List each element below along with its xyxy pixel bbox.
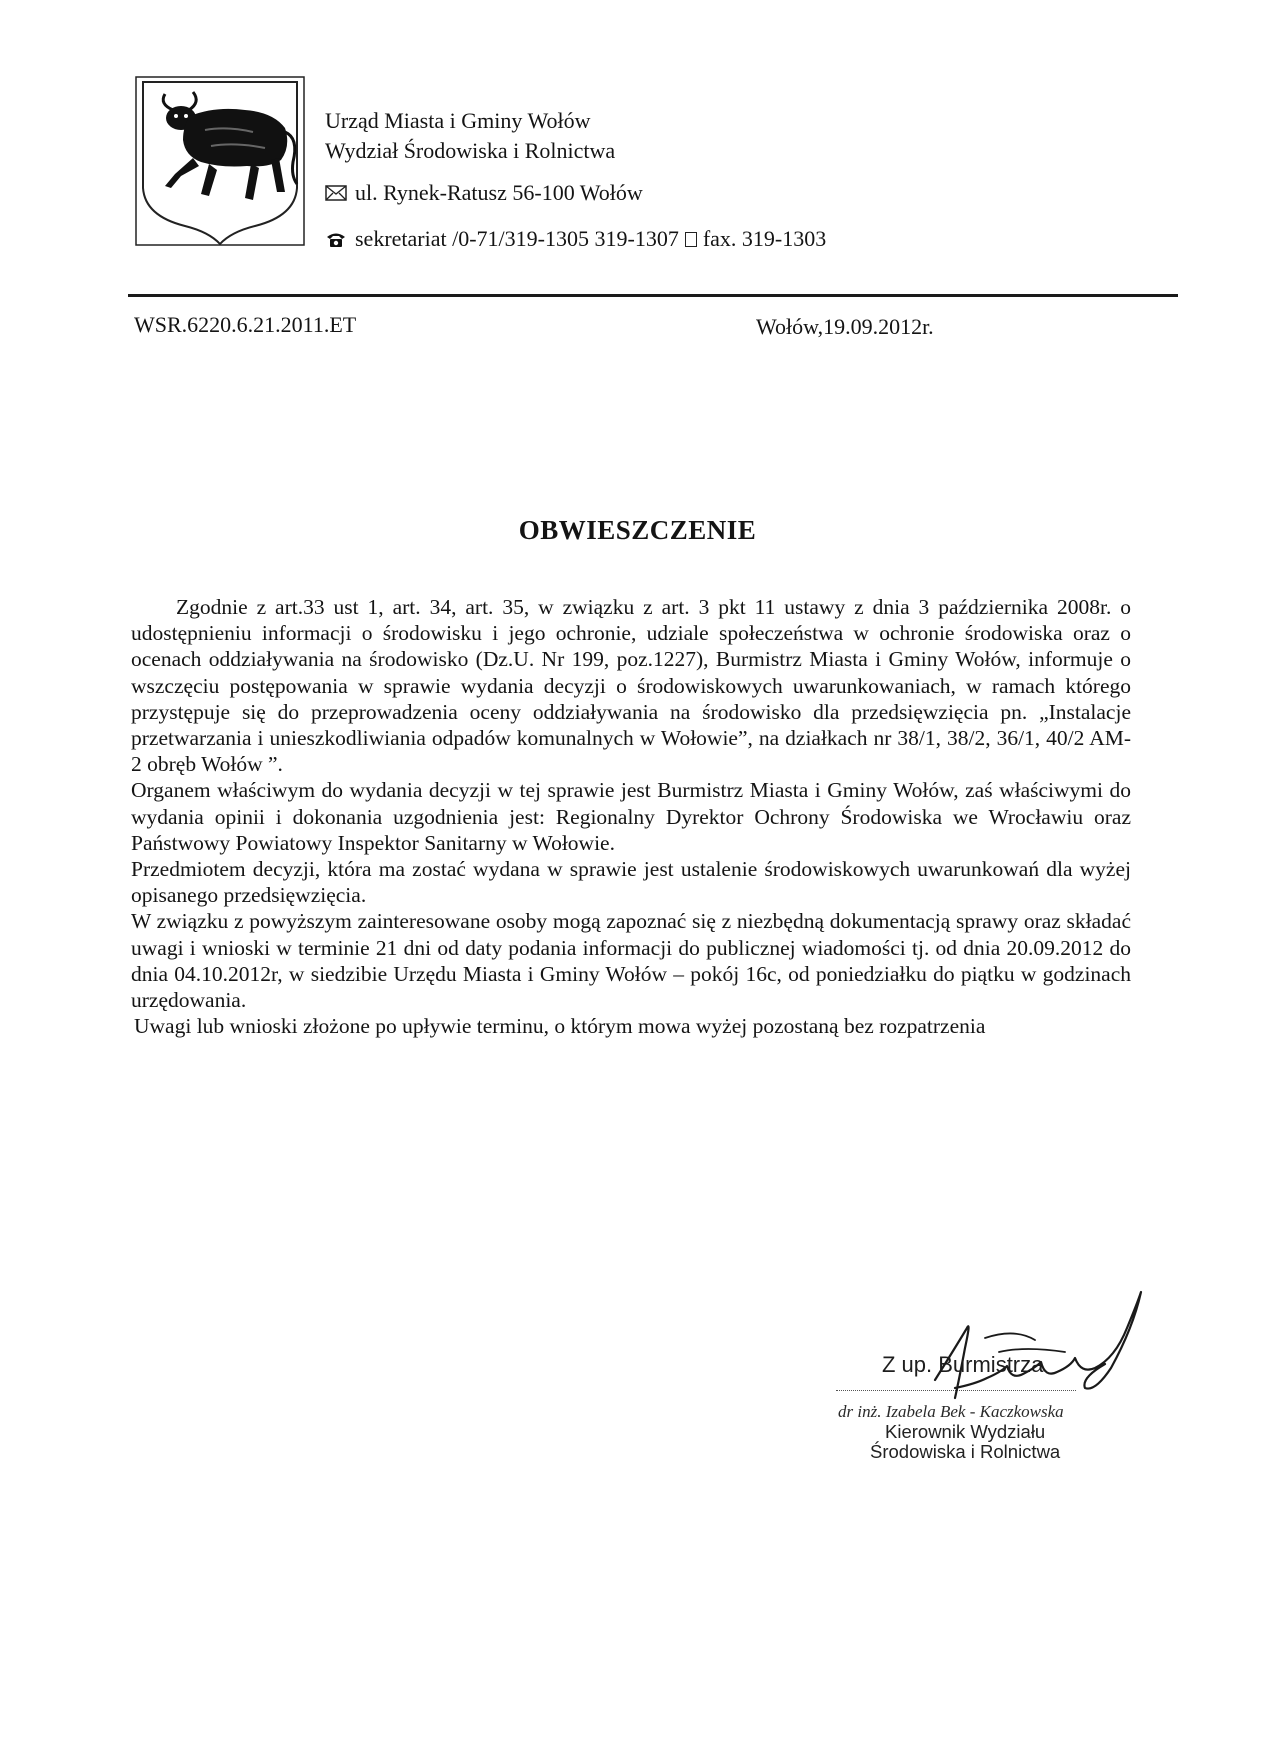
header-divider (128, 294, 1178, 297)
paragraph: W związku z powyższym zainteresowane osoby mogą zapoznać się z niezbędną dokumentacją sprawy oraz składać uwagi i wnioski w terminie 21 dni od daty podania informacji do publicznej wiadomości tj. od dnia 20.09.2012 do dnia 04.10.2012r, w siedzibie Urzędu Miasta i Gminy Wołów – pokój 16c, od poniedziałku do piątku w godzinach urzędowania. (131, 909, 1131, 1013)
paragraph: Uwagi lub wnioski złożone po upływie terminu, o którym mowa wyżej pozostaną bez rozpatrzenia (134, 1014, 986, 1039)
department-name: Wydział Środowiska i Rolnictwa (325, 138, 616, 163)
paragraph: Organem właściwym do wydania decyzji w tej sprawie jest Burmistrz Miasta i Gminy Wołów, zaś właściwymi do wydania opinii i dokonania uzgodnienia jest: Regionalny Dyrektor Ochrony Środowiska we Wrocławiu oraz Państwowy Powiatowy Inspektor Sanitarny w Wołowie. (131, 778, 1131, 855)
separator-box (685, 232, 697, 247)
paragraph: Zgodnie z art.33 ust 1, art. 34, art. 35, w związku z art. 3 pkt 11 ustawy z dnia 3 października 2008r. o udostępnieniu informacji o środowisku i jego ochronie, udziale społeczeństwa w ochronie środowiska oraz o ocenach oddziaływania na środowisko (Dz.U. Nr 199, poz.1227), Burmistrz Miasta i Gminy Wołów, informuje o wszczęciu postępowania w sprawie wydania decyzji o środowiskowych uwarunkowaniach, w ramach którego przystępuje się do przeprowadzenia oceny oddziaływania na środowisko dla przedsięwzięcia pn. „Instalacje przetwarzania i unieszkodliwiania odpadów komunalnych w Wołowie”, na działkach nr 38/1, 38/2, 36/1, 40/2 AM-2 obręb Wołów ”. (131, 595, 1131, 777)
telephone-icon (325, 229, 347, 249)
signature-stamp-line: Z up. Burmistrza (882, 1352, 1044, 1377)
envelope-icon (325, 183, 347, 203)
address-text: ul. Rynek-Ratusz 56-100 Wołów (355, 180, 643, 205)
phone-line (325, 226, 826, 252)
document-body (131, 594, 1131, 1039)
bull-coat-of-arms-icon (135, 76, 305, 246)
reference-number: WSR.6220.6.21.2011.ET (134, 312, 357, 337)
address-line (325, 180, 643, 206)
paragraph: Przedmiotem decyzji, która ma zostać wydana w sprawie jest ustalenie środowiskowych uwarunkowań dla wyżej opisanego przedsięwzięcia. (131, 857, 1131, 908)
handwritten-signature (915, 1288, 1155, 1418)
document-title: OBWIESZCZENIE (518, 515, 757, 545)
signatory-department: Środowiska i Rolnictwa (870, 1441, 1061, 1462)
office-name: Urząd Miasta i Gminy Wołów (325, 108, 591, 133)
signatory-name: dr inż. Izabela Bek - Kaczkowska (838, 1402, 1064, 1421)
fax-text: fax. 319-1303 (702, 226, 827, 251)
phone-text: sekretariat /0-71/319-1305 319-1307 (355, 226, 679, 251)
signatory-position: Kierownik Wydziału (885, 1421, 1046, 1442)
document-date: Wołów,19.09.2012r. (756, 314, 934, 339)
